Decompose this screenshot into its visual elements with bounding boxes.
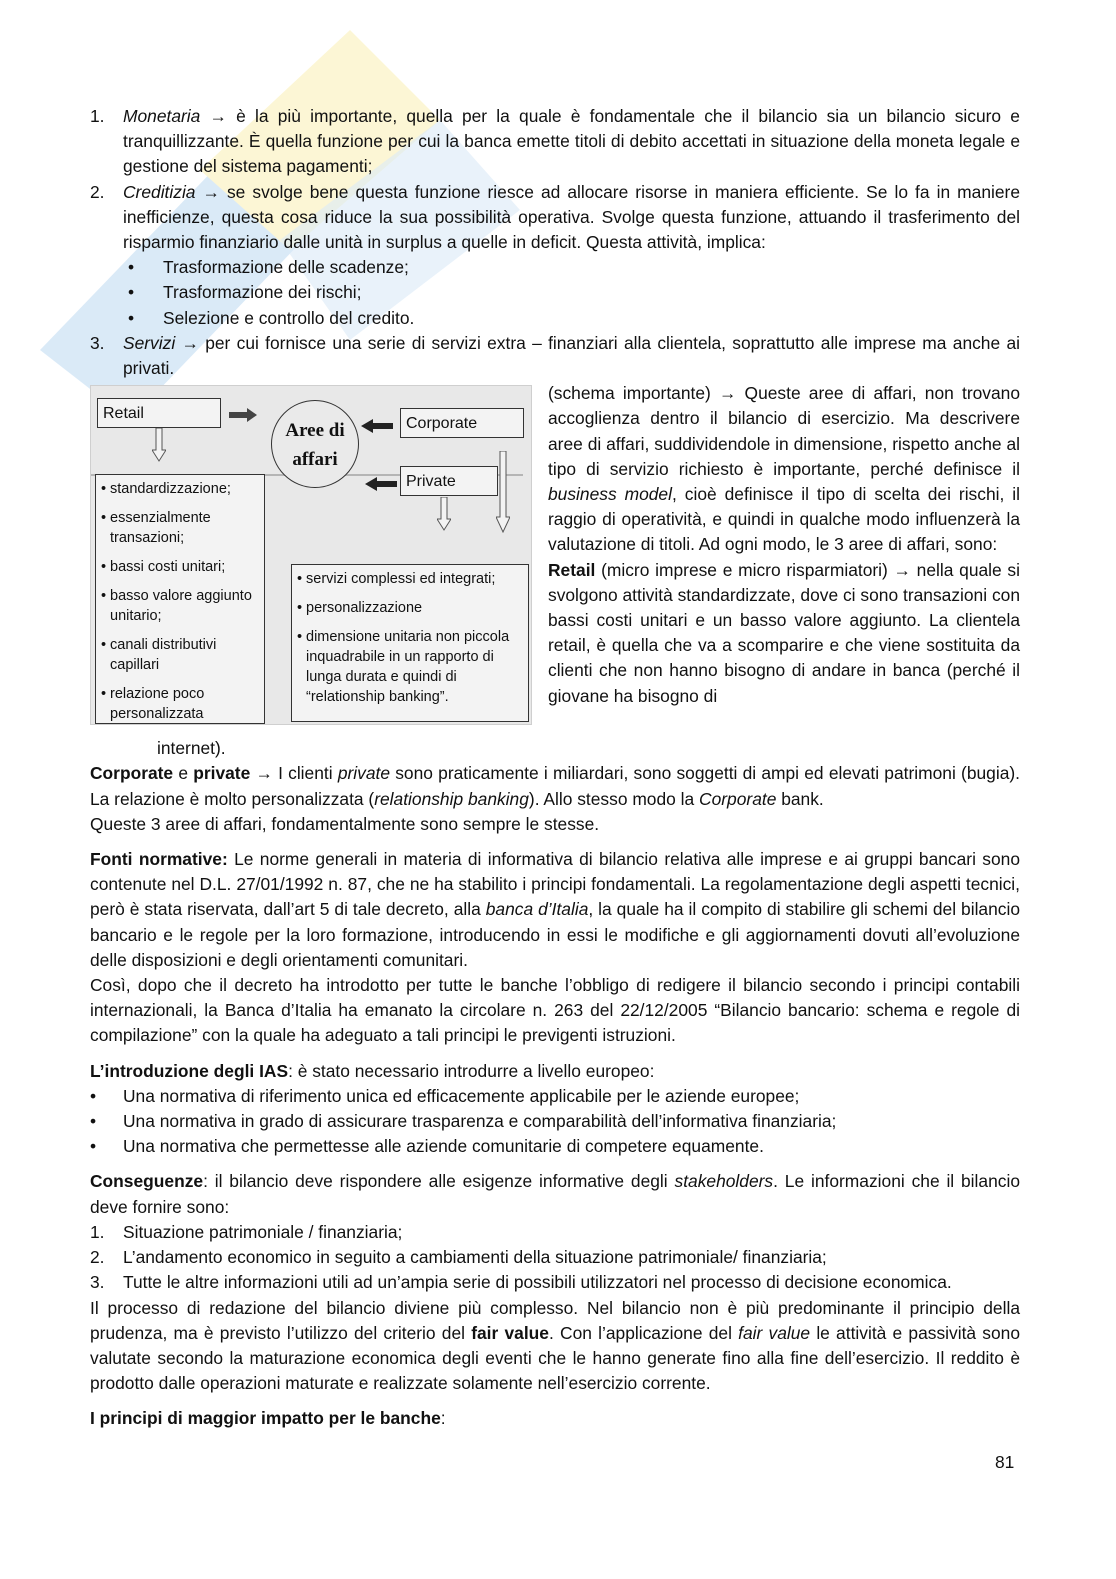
arrow-icon: → — [250, 763, 279, 784]
aree-di-affari-circle: Aree di affari — [271, 400, 359, 488]
function-item-creditizia: 2. Creditizia → se svolge bene questa funzione riesce ad allocare risorse in maniera efficiente. Se lo fa in maniere inefficienze, questa cosa riduce la sua possibilità operativa. Svolge questa funzione, attuando il trasferimento del risparmio finanziario dalle unità in surplus a quelle in deficit. Questa attività, implica: — [90, 181, 1020, 253]
corporate-box: Corporate — [400, 408, 524, 438]
list-item: • Una normativa in grado di assicurare trasparenza e comparabilità dell’informativa finanziaria; — [90, 1109, 1020, 1134]
retail-traits-box — [95, 474, 265, 724]
list-item: • bassi costi unitari; — [101, 557, 259, 577]
fair-value-paragraph: Il processo di redazione del bilancio diviene più complesso. Nel bilancio non è più predominante il principio della prudenza, ma è previsto l’utilizzo del criterio del fair value. Con l’applicazione del fair value le attività e passività sono valutate secondo la maturazione economica degli eventi che le hanno generate fino alla fine dell’esercizio. Il reddito è prodotto dalle operazioni maturate e realizzate solamente nell’esercizio corrente. — [90, 1297, 1020, 1394]
arrow-icon: → — [209, 106, 227, 126]
list-item: 2. L’andamento economico in seguito a cambiamenti della situazione patrimoniale/ finanziaria; — [90, 1247, 827, 1268]
arrow-right-icon — [229, 408, 257, 422]
bullet-icon: • — [128, 307, 135, 328]
retail-box: Retail — [97, 398, 221, 428]
fonti-normative-paragraph: Fonti normative: Le norme generali in materia di informativa di bilancio relativa alle imprese e ai gruppi bancari sono contenute nel D.L. 27/01/1992 n. 87, che ne ha stabilito i principi fondamentali. La regolamentazione degli aspetti tecnici, però è stata riservata, dall’art 5 di tale decreto, alla banca d’Italia, la quale ha il compito di stabilire gli schemi del bilancio bancario e le regole per la loro formazione, introducendo in essi le modifiche e gli aggiornamenti dovuti all’evoluzione delle disposizioni e degli orientamenti comunitari. — [90, 849, 1021, 970]
list-item: • Una normativa di riferimento unica ed efficacemente applicabile per le aziende europee; — [90, 1084, 1020, 1109]
function-item-monetaria: 1. Monetaria → è la più importante, quella per la quale è fondamentale che il bilancio sia un bilancio sicuro e tranquillizzante. È quella funzione per cui la banca emette titoli di debito accettati in situazione della moneta legale e gestione del sistema pagamenti; — [90, 106, 1020, 177]
conseguenze-intro: Conseguenze: il bilancio deve rispondere alle esigenze informative degli stakeholders. Le informazioni che il bilancio deve fornire sono: — [90, 1171, 1020, 1217]
term-monetaria: Monetaria — [123, 106, 201, 126]
list-item: • Trasformazione delle scadenze; — [90, 255, 1020, 280]
diagram-explanation: (schema importante) → Queste aree di affari, non trovano accoglienza dentro il bilancio di esercizio. Ma descrivere aree di affari, suddividendole in dimensione, rispetto anche al tipo di servizio richiesto è importante, perché definisce il business model, cioè definisce il tipo di scelta dei rischi, il raggio di operatività, e quindi in qualche modo influenzerà la valutazione di titoli. Ad ogni modo, le 3 aree di affari, sono: Retail (micro imprese e micro risparmiatori) → nella quale si svolgono attività standardizzate, dove ci sono transazioni con bassi costi unitari e un basso valore aggiunto. La clientela retail, è quella che va a scomparire e che viene sostituita da clienti che non hanno bisogno di andare in banca (perché il giovane ha bisogno di — [548, 383, 1021, 706]
ias-intro: L’introduzione degli IAS: è stato necessario introdurre a livello europeo: — [90, 1060, 655, 1081]
bullet-icon: • — [128, 257, 135, 278]
term-servizi: Servizi — [123, 332, 176, 353]
list-item: • dimensione unitaria non piccola inquadrabile in un rapporto di lunga durata e quindi di “relationship banking”. — [297, 627, 523, 707]
arrow-icon: → — [893, 559, 911, 580]
bullet-icon: • — [90, 1136, 97, 1157]
arrow-down-icon — [152, 428, 166, 462]
list-item: • standardizzazione; — [101, 479, 259, 499]
bullet-icon: • — [128, 282, 135, 303]
aree-summary-line: Queste 3 aree di affari, fondamentalmente sono sempre le stesse. — [90, 813, 600, 834]
list-item: • Una normativa che permettesse alle aziende comunitarie di competere equamente. — [90, 1134, 1020, 1159]
term-creditizia: Creditizia — [123, 181, 196, 202]
list-item: • personalizzazione — [297, 598, 523, 618]
document-page — [90, 104, 1020, 1432]
list-item: 1. Situazione patrimoniale / finanziaria; — [90, 1221, 403, 1242]
list-item: • essenzialmente transazioni; — [101, 508, 259, 548]
arrow-left-icon — [365, 477, 397, 491]
arrow-icon: → — [718, 383, 737, 404]
principi-heading: I principi di maggior impatto per le banche: — [90, 1408, 446, 1429]
page-number: 81 — [995, 1452, 1015, 1472]
corporate-private-paragraph: Corporate e private → I clienti private sono praticamente i miliardari, sono soggetti di ampi ed elevati patrimoni (bugia). La relazione è molto personalizzata (relationship banking). Allo stesso modo la Corporate bank. — [90, 763, 1020, 809]
list-item: • servizi complessi ed integrati; — [297, 569, 523, 589]
function-item-servizi: 3. Servizi → per cui fornisce una serie di servizi extra – finanziari alla clientela, soprattutto alle imprese ma anche ai privati. — [90, 332, 1020, 379]
private-box: Private — [400, 466, 498, 496]
arrow-left-icon — [361, 419, 393, 433]
section-heading: L’introduzione degli IAS — [90, 1060, 289, 1081]
list-item: • basso valore aggiunto unitario; — [101, 586, 259, 626]
internet-line: internet). — [157, 738, 226, 759]
list-item: • Trasformazione dei rischi; — [90, 280, 1020, 305]
list-item: • Selezione e controllo del credito. — [90, 306, 1020, 331]
list-item: • relazione poco personalizzata — [101, 684, 259, 724]
arrow-down-icon — [496, 451, 510, 533]
arrow-icon: → — [181, 332, 199, 353]
fonti-normative-paragraph-2: Così, dopo che il decreto ha introdotto per tutte le banche l’obbligo di redigere il bilancio secondo i principi contabili internazionali, la Banca d’Italia ha emanato la circolare n. 263 del 22/12/2005 “Bilancio bancario: schema e regole di compilazione” con la quale ha adeguato a tali principi le previgenti istruzioni. — [90, 975, 1020, 1046]
retail-term: Retail — [548, 559, 596, 580]
arrow-icon: → — [202, 181, 220, 202]
arrow-down-icon — [437, 497, 451, 531]
list-item: • canali distributivi capillari — [101, 635, 259, 675]
business-areas-section — [90, 381, 1020, 736]
section-heading: Fonti normative: — [90, 849, 228, 870]
bullet-icon: • — [90, 1085, 97, 1106]
corporate-private-traits-box — [291, 564, 529, 722]
bullet-icon: • — [90, 1111, 97, 1132]
section-heading: Conseguenze — [90, 1171, 204, 1192]
section-heading: I principi di maggior impatto per le banche — [90, 1408, 441, 1429]
list-item: 3. Tutte le altre informazioni utili ad un’ampia serie di possibili utilizzatori nel processo di decisione economica. — [90, 1272, 952, 1293]
business-areas-diagram — [90, 385, 532, 725]
